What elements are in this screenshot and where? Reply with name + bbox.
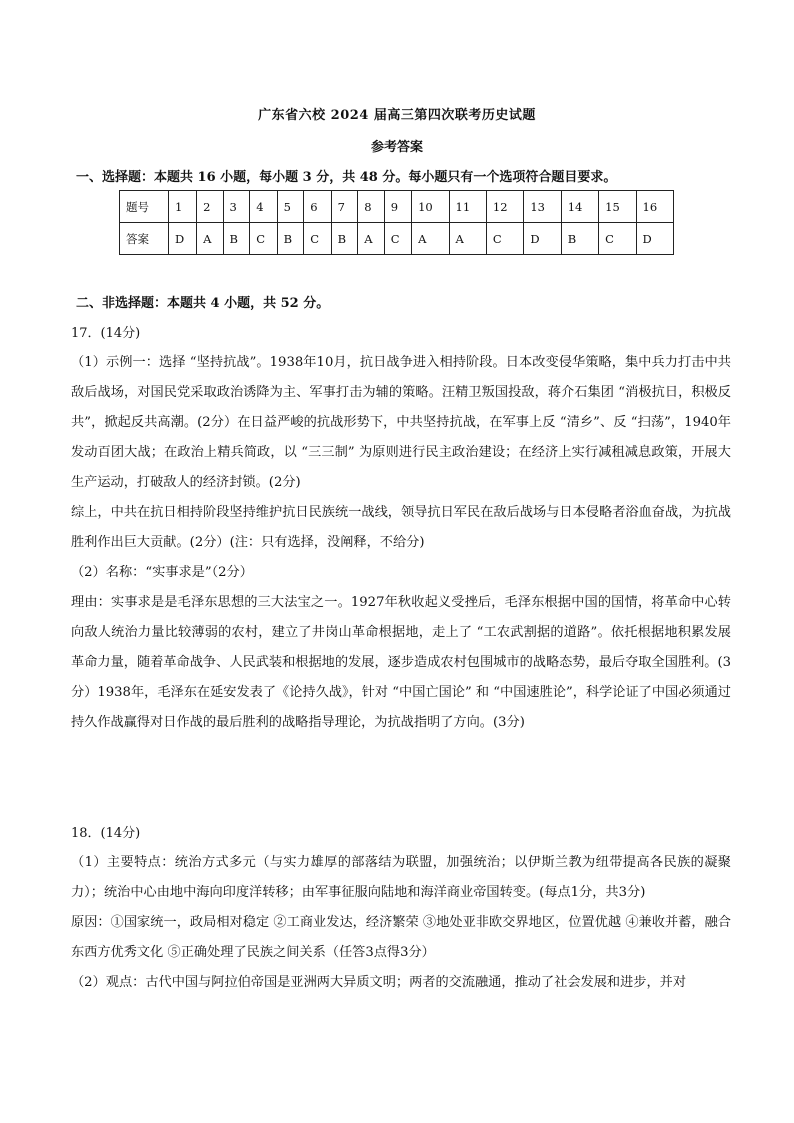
question-number: 12 — [486, 191, 523, 223]
question-number: 4 — [250, 191, 277, 223]
table-row-answers — [120, 223, 674, 255]
answer-cell: C — [486, 223, 523, 255]
page-subtitle: 参考答案 — [370, 140, 423, 155]
row-label-number: 题号 — [120, 191, 169, 223]
question-18-answer — [71, 848, 731, 998]
answer-cell: A — [449, 223, 486, 255]
answer-cell: D — [636, 223, 673, 255]
answer-cell: C — [599, 223, 636, 255]
q17-part2-reason: 理由：实事求是是毛泽东思想的三大法宝之一。1927年秋收起义受挫后，毛泽东根据中国的国情，将革命中心转向敌人统治力量比较薄弱的农村，建立了井岗山革命根据地，走上了 “工农武割据的道路”。依托根据地积累发展革命力量，随着革命战争、人民武装和根据地的发展，逐步造成农村包围城市的战略态势，最后夺取全国胜利。(3分）1938年，毛泽东在延安发表了《论持久战》，针对 “中国亡国论” 和 “中国速胜论”，科学论证了中国必须通过持久作战赢得对日作战的最后胜利的战略指导理论，为抗战指明了方向。(3分) — [71, 595, 731, 730]
answer-cell: A — [358, 223, 384, 255]
answer-cell: D — [524, 223, 561, 255]
question-number: 1 — [169, 191, 197, 223]
question-number: 13 — [524, 191, 561, 223]
question-17-label: 17．(14分) — [71, 326, 141, 341]
question-number: 11 — [449, 191, 486, 223]
answer-cell: C — [250, 223, 277, 255]
q17-part2-name: （2）名称：“实事求是”（2分） — [71, 565, 253, 580]
q17-summary-text: 综上，中共在抗日相持阶段坚持维护抗日民族统一战线，领导抗日军民在敌后战场与日本侵略者浴血奋战，为抗战胜利作出巨大贡献。(2分）(注：只有选择，没阐释，不给分) — [71, 505, 731, 550]
question-number: 7 — [331, 191, 358, 223]
answer-cell: A — [197, 223, 223, 255]
answer-cell: C — [304, 223, 331, 255]
question-number: 6 — [304, 191, 331, 223]
q18-part1-features: （1）主要特点：统治方式多元（与实力雄厚的部落结为联盟，加强统治；以伊斯兰教为纽带提高各民族的凝聚力）；统治中心由地中海向印度洋转移；由军事征服向陆地和海洋商业帝国转变。(每点1分，共3分) — [71, 855, 731, 900]
answer-cell: C — [384, 223, 411, 255]
section-1-heading: 一、选择题：本题共 16 小题，每小题 3 分，共 48 分。每小题只有一个选项符合题目要求。 — [76, 170, 617, 185]
q18-part1-reasons: 原因：①国家统一，政局相对稳定 ②工商业发达，经济繁荣 ③地处亚非欧交界地区，位置优越 ④兼收并蓄，融合东西方优秀文化 ⑤正确处理了民族之间关系（任答3点得3分） — [71, 915, 731, 960]
answer-cell: B — [223, 223, 250, 255]
answer-cell: D — [169, 223, 197, 255]
question-18-label: 18．(14分) — [71, 826, 141, 841]
section-2-heading: 二、非选择题：本题共 4 小题，共 52 分。 — [76, 296, 330, 311]
answer-cell: B — [561, 223, 598, 255]
question-number: 15 — [599, 191, 636, 223]
question-number: 2 — [197, 191, 223, 223]
q17-part1-text: （1）示例一：选择 “坚持抗战”。1938年10月，抗日战争进入相持阶段。日本改变侵华策略，集中兵力打击中共敌后战场，对国民党采取政治诱降为主、军事打击为辅的策略。汪精卫叛国投敌，蒋介石集团 “消极抗日，积极反共”，掀起反共高潮。(2分）在日益严峻的抗战形势下，中共坚持抗战，在军事上反 “清乡”、反 “扫荡”，1940年发动百团大战；在政治上精兵简政，以 “三三制” 为原则进行民主政治建设；在经济上实行减租减息政策，开展大生产运动，打破敌人的经济封锁。(2分) — [71, 355, 731, 490]
answer-cell: B — [331, 223, 358, 255]
question-number: 16 — [636, 191, 673, 223]
page-title: 广东省六校 2024 届高三第四次联考历史试题 — [258, 108, 536, 123]
q18-part2-viewpoint: （2）观点：古代中国与阿拉伯帝国是亚洲两大异质文明；两者的交流融通，推动了社会发展和进步，并对 — [71, 975, 687, 990]
answer-table — [119, 190, 674, 255]
question-number: 10 — [412, 191, 449, 223]
question-number: 8 — [358, 191, 384, 223]
row-label-answer: 答案 — [120, 223, 169, 255]
answer-cell: B — [277, 223, 304, 255]
answer-cell: A — [412, 223, 449, 255]
question-number: 14 — [561, 191, 598, 223]
question-number: 3 — [223, 191, 250, 223]
question-number: 9 — [384, 191, 411, 223]
question-17-answer — [71, 348, 731, 738]
table-row-numbers — [120, 191, 674, 223]
question-number: 5 — [277, 191, 304, 223]
